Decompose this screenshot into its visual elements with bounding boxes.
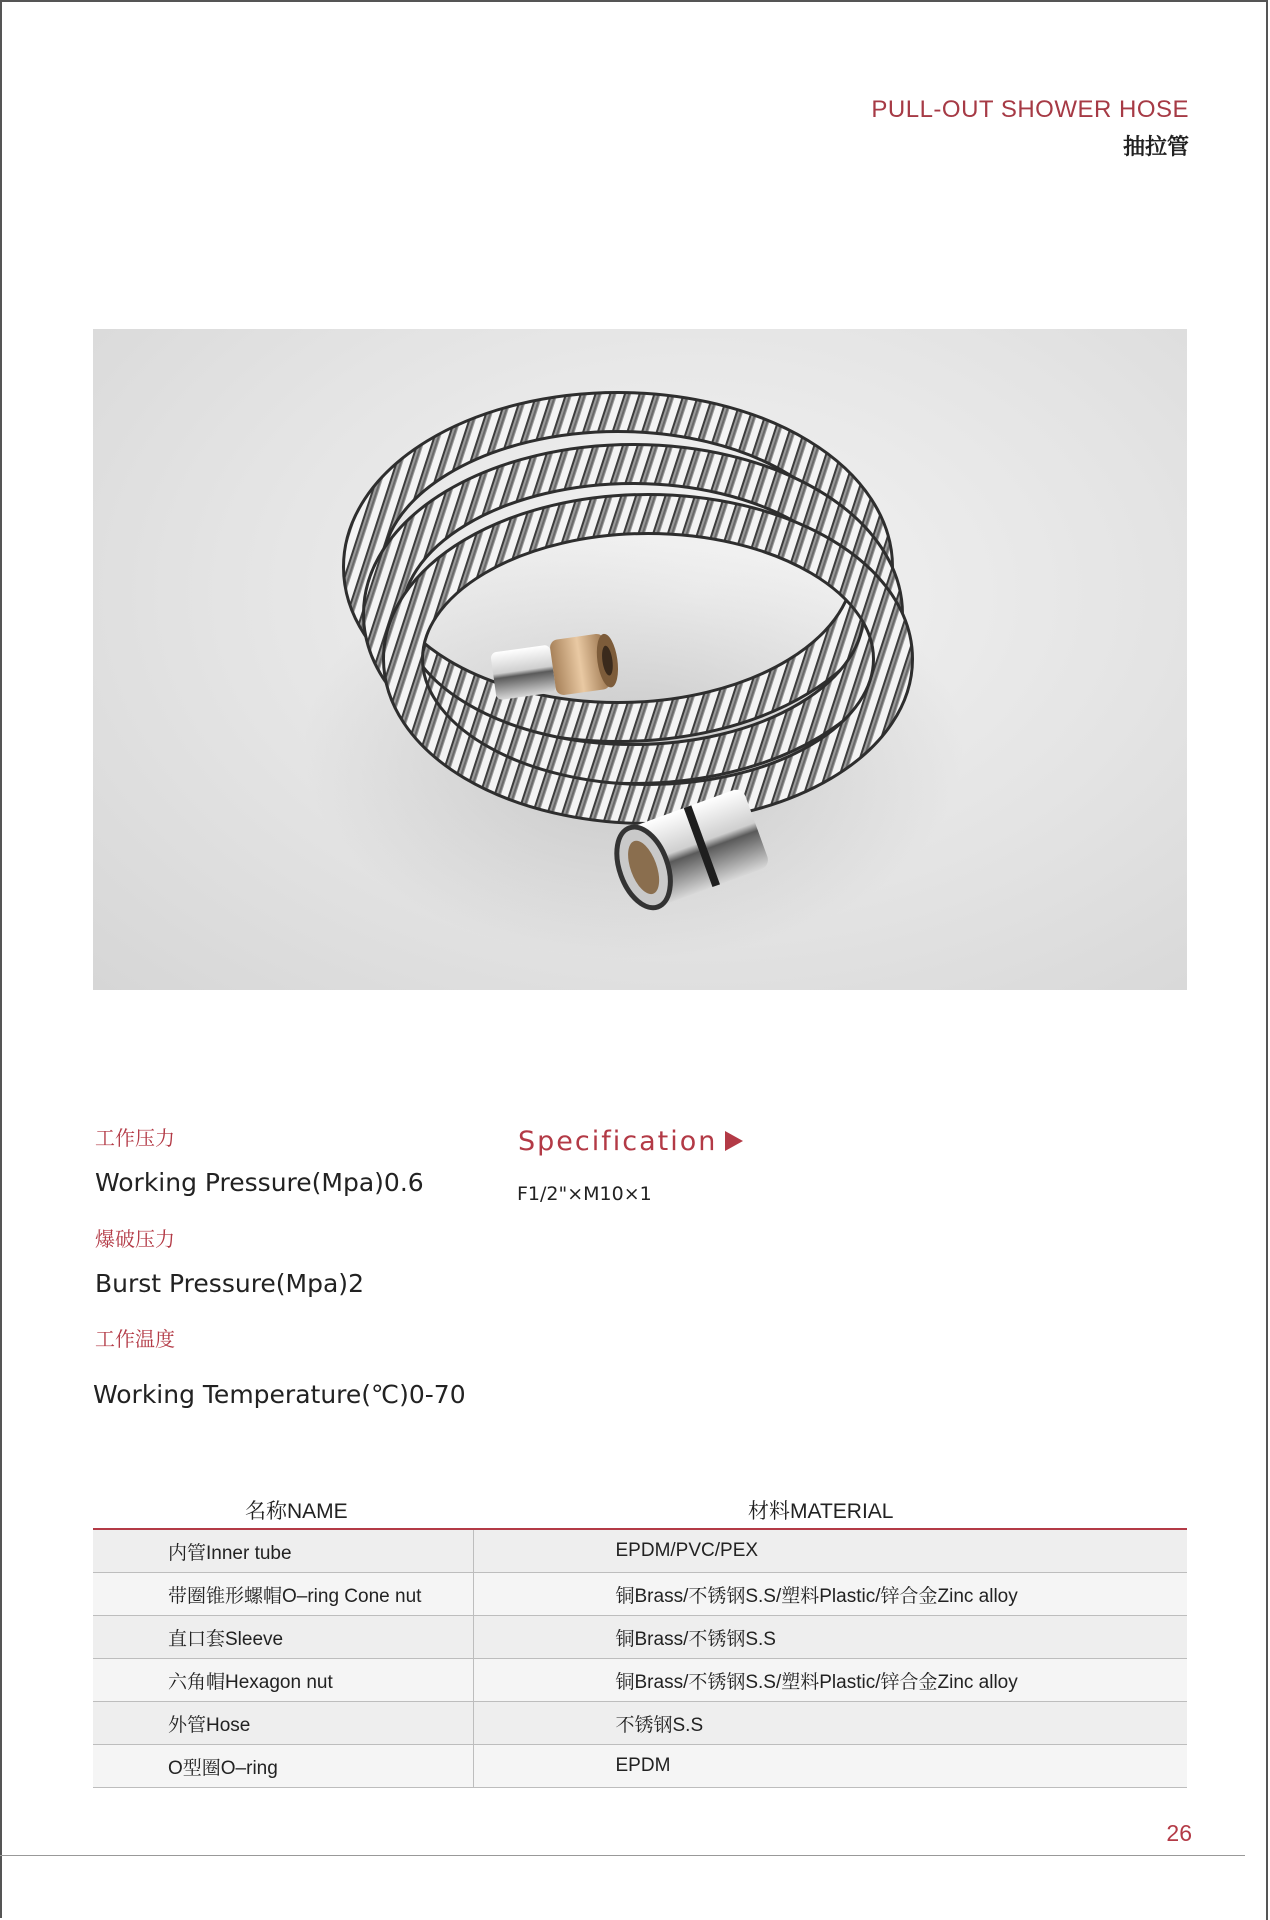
burst-pressure-value: Burst Pressure(Mpa)2 [95, 1269, 364, 1298]
working-temperature-label-cn: 工作温度 [95, 1327, 175, 1351]
product-title-cn: 抽拉管 [1122, 135, 1189, 160]
shower-hose-illustration [93, 329, 1187, 990]
part-name: 六角帽Hexagon nut [93, 1659, 473, 1702]
part-material: 铜Brass/不锈钢S.S/塑料Plastic/锌合金Zinc alloy [473, 1573, 1187, 1616]
page-edge-line [1266, 0, 1268, 1920]
part-material: 铜Brass/不锈钢S.S [473, 1616, 1187, 1659]
name-column-header: 名称NAME [245, 1500, 348, 1523]
part-name: 直口套Sleeve [93, 1616, 473, 1659]
table-row [93, 1573, 1187, 1616]
table-row [93, 1745, 1187, 1788]
specification-heading [518, 1126, 743, 1157]
table-row [93, 1530, 1187, 1573]
table-row [93, 1702, 1187, 1745]
table-row [93, 1659, 1187, 1702]
page-number: 26 [1166, 1820, 1192, 1846]
working-temperature-value: Working Temperature(℃)0-70 [93, 1380, 466, 1409]
part-name: 内管Inner tube [93, 1530, 473, 1573]
burst-pressure-label-cn: 爆破压力 [95, 1227, 175, 1251]
working-pressure-label-cn: 工作压力 [95, 1126, 175, 1150]
footer-rule [0, 1855, 1245, 1856]
part-material: 不锈钢S.S [473, 1702, 1187, 1745]
part-material: EPDM [473, 1745, 1187, 1788]
play-arrow-icon [725, 1131, 743, 1151]
part-material: EPDM/PVC/PEX [473, 1530, 1187, 1573]
product-title-en: PULL-OUT SHOWER HOSE [871, 96, 1189, 123]
specification-value: F1/2"×M10×1 [517, 1183, 652, 1205]
part-name: O型圈O–ring [93, 1745, 473, 1788]
part-name: 外管Hose [93, 1702, 473, 1745]
part-material: 铜Brass/不锈钢S.S/塑料Plastic/锌合金Zinc alloy [473, 1659, 1187, 1702]
product-photo [93, 329, 1187, 990]
specification-title-text: Specification [518, 1126, 718, 1157]
material-column-header: 材料MATERIAL [748, 1500, 894, 1523]
working-pressure-value: Working Pressure(Mpa)0.6 [95, 1168, 424, 1197]
materials-table [93, 1528, 1187, 1788]
table-row [93, 1616, 1187, 1659]
part-name: 带圈锥形螺帽O–ring Cone nut [93, 1573, 473, 1616]
